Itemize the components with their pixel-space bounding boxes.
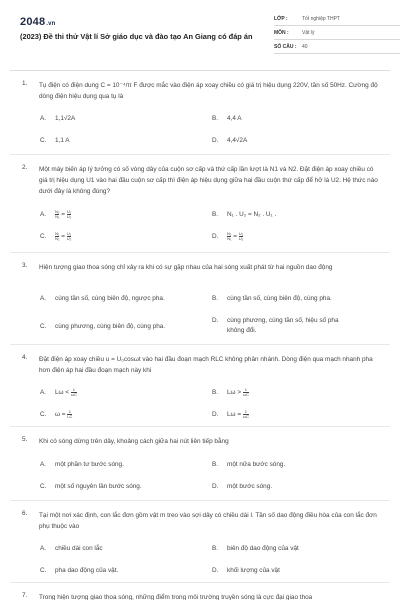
question-divider [10, 582, 390, 583]
option-formula [55, 232, 205, 242]
option-text: khối lượng của vật [227, 567, 280, 574]
option-b[interactable] [212, 388, 377, 398]
question-number: 6. [22, 510, 28, 517]
question-divider [10, 154, 390, 155]
question-text: Một máy biến áp lý tưởng có số vòng dây của cuộn sơ cấp và thứ cấp lần lượt là N1 và N2. Đặt điện áp xoay chiều có giá trị hiệu dụng U1 vào hai đầu cuộn sơ cấp thì điện áp hiệu dụng giữa hai đầu cuộn thứ cấp để hở là U2. Hệ thức nào dưới đây là không đúng? [39, 166, 378, 195]
fraction-numerator: U₂ [238, 231, 244, 236]
fraction-denominator: ωC [70, 392, 77, 397]
question-7 [22, 592, 384, 600]
question-divider [10, 500, 390, 501]
option-a[interactable] [40, 294, 205, 304]
option-letter: A. [40, 211, 47, 218]
option-letter: C. [40, 411, 47, 418]
meta-row-subject [274, 26, 400, 40]
option-letter: B. [212, 545, 219, 552]
fraction [243, 410, 249, 419]
option-a[interactable] [40, 114, 205, 124]
option-d[interactable] [212, 136, 377, 146]
question-divider [10, 252, 390, 253]
fraction [67, 410, 72, 419]
fraction-denominator: N₁ [55, 214, 60, 219]
fraction-numerator: 1 [244, 409, 247, 414]
option-letter: D. [212, 233, 219, 240]
option-text: cùng tần số, cùng biên độ, ngược pha. [55, 295, 165, 302]
option-letter: C. [40, 483, 47, 490]
option-formula [55, 388, 205, 398]
option-a[interactable] [40, 210, 205, 220]
option-d[interactable] [212, 232, 377, 242]
document-header [20, 12, 390, 60]
question-number: 5. [22, 436, 28, 443]
option-text: cùng tần số, cùng biên độ, cùng pha. [227, 295, 332, 302]
option-letter: B. [212, 115, 219, 122]
fraction [239, 232, 243, 241]
fraction-numerator: N₂ [227, 231, 232, 236]
site-logo[interactable] [20, 16, 56, 28]
fraction-denominator: LC [67, 414, 73, 419]
meta-row-question-count [274, 40, 400, 54]
fraction-numerator: N₁ [55, 231, 60, 236]
option-text: một bước sóng. [227, 483, 273, 490]
option-letter: A. [40, 115, 47, 122]
option-text: biên độ dao động của vật [227, 545, 299, 552]
option-text: chiều dài con lắc [55, 545, 103, 552]
option-formula [227, 232, 377, 242]
fraction-denominator: N₁ [227, 236, 232, 241]
option-letter: C. [40, 137, 47, 144]
option-letter: A. [40, 295, 47, 302]
option-text: 1,1 A [55, 137, 70, 144]
fraction [227, 232, 231, 241]
option-d[interactable] [212, 316, 352, 336]
option-text: N₁ . U₂ = N₂ . U₁ . [227, 211, 277, 218]
exam-meta [274, 12, 400, 54]
option-text: 4,4 A [227, 115, 242, 122]
option-letter: D. [212, 411, 219, 418]
option-d[interactable] [212, 566, 377, 576]
question-text: Tụ điện có điện dung C = 10⁻⁴/π F được mắc vào điện áp xoay chiều có giá trị hiệu dụng 220V, tần số 50Hz. Cường độ dòng điện hiệu dụng qua tụ là [39, 82, 378, 100]
meta-value: 40 [302, 43, 308, 50]
formula-prefix: Lω < [55, 389, 70, 397]
page-title: (2023) Đề thi thử Vật lí Sở giáo dục và đào tạo An Giang có đáp án [20, 32, 253, 41]
option-letter: D. [212, 567, 219, 574]
question-text: Hiện tượng giao thoa sóng chỉ xảy ra khi có sự gặp nhau của hai sóng xuất phát từ hai nguồn dao động [39, 264, 333, 271]
equals-sign: = [61, 211, 65, 219]
fraction [67, 232, 71, 241]
fraction-numerator: 1 [68, 409, 71, 414]
option-text: 1,1√2A [55, 115, 76, 122]
fraction-denominator: N₂ [55, 236, 60, 241]
fraction-denominator: ωC [242, 392, 249, 397]
option-b[interactable] [212, 114, 377, 124]
option-a[interactable] [40, 460, 205, 470]
question-number: 1. [22, 80, 28, 87]
option-letter: C. [40, 323, 47, 330]
option-a[interactable] [40, 544, 205, 554]
option-b[interactable] [212, 544, 377, 554]
fraction [243, 388, 249, 397]
option-text: pha dao động của vật. [55, 567, 119, 574]
question-text: Trong hiện tượng giao thoa sóng, những điểm trong môi trường truyền sóng là cực đại giao thoa [39, 594, 313, 600]
logo-suffix: .vn [46, 21, 56, 27]
fraction-numerator: 1 [72, 387, 75, 392]
question-number: 4. [22, 354, 28, 361]
question-number: 3. [22, 262, 28, 269]
option-b[interactable] [212, 294, 377, 304]
option-b[interactable] [212, 460, 377, 470]
fraction-numerator: N₂ [55, 209, 60, 214]
option-text: một phần tư bước sóng. [55, 461, 124, 468]
fraction [55, 232, 59, 241]
option-letter: A. [40, 389, 47, 396]
question-divider [10, 344, 390, 345]
fraction [55, 210, 59, 219]
option-b[interactable] [212, 210, 377, 220]
question-number: 2. [22, 164, 28, 171]
option-text: cùng phương, cùng biên độ, cùng pha. [55, 323, 166, 330]
option-c[interactable] [40, 232, 205, 242]
question-divider [10, 426, 390, 427]
meta-value: Vật lý [302, 29, 315, 36]
option-c[interactable] [40, 322, 205, 332]
option-letter: C. [40, 233, 47, 240]
option-letter: D. [212, 483, 219, 490]
option-d[interactable] [212, 482, 377, 492]
fraction-denominator: U₂ [66, 214, 72, 219]
option-a[interactable] [40, 388, 205, 398]
meta-row-class [274, 12, 400, 26]
header-divider [10, 70, 390, 71]
option-text: một số nguyên lần bước sóng. [55, 483, 142, 490]
option-letter: D. [212, 137, 219, 144]
option-c[interactable] [40, 482, 205, 492]
option-text: một nửa bước sóng. [227, 461, 286, 468]
fraction-numerator: U₁ [66, 231, 72, 236]
option-letter: C. [40, 567, 47, 574]
option-letter: B. [212, 295, 219, 302]
meta-value: Tốt nghiệp THPT [302, 15, 340, 22]
option-formula [55, 210, 205, 220]
option-letter: A. [40, 545, 47, 552]
logo-text: 2048 [20, 16, 46, 28]
option-c[interactable] [40, 410, 205, 420]
option-letter: B. [212, 389, 219, 396]
option-letter: A. [40, 461, 47, 468]
option-formula [55, 410, 205, 420]
question-number: 7. [22, 592, 28, 599]
option-text: 4,4√2A [227, 137, 248, 144]
option-formula [227, 388, 377, 398]
fraction-numerator: U₁ [66, 209, 72, 214]
option-letter: B. [212, 211, 219, 218]
fraction [67, 210, 71, 219]
option-formula [227, 410, 377, 420]
question-text: Tại một nơi xác định, con lắc đơn gồm vật m treo vào sợi dây có chiều dài l. Tần số dao động điều hòa của con lắc đơn phụ thuộc vào [39, 512, 377, 530]
option-letter: D. [212, 317, 219, 324]
meta-key: LỚP : [274, 15, 288, 22]
equals-sign: = [233, 233, 237, 241]
question-text: Khi có sóng dừng trên dây, khoảng cách giữa hai nút liên tiếp bằng [39, 438, 229, 445]
meta-key: SỐ CÂU : [274, 43, 297, 50]
meta-key: MÔN : [274, 29, 289, 36]
option-c[interactable] [40, 136, 205, 146]
fraction-denominator: U₁ [238, 236, 244, 241]
equals-sign: = [61, 233, 65, 241]
option-c[interactable] [40, 566, 205, 576]
fraction-denominator: U₂ [66, 236, 72, 241]
formula-prefix: Lω = [227, 411, 242, 419]
fraction [71, 388, 77, 397]
formula-prefix: ω = [55, 411, 66, 419]
formula-prefix: Lω > [227, 389, 242, 397]
option-letter: B. [212, 461, 219, 468]
question-text: Đặt điện áp xoay chiều u = U₀cosωt vào hai đầu đoạn mạch RLC không phân nhánh. Dòng điện qua mạch nhanh pha hơn điện áp hai đầu đoạn mạch này khi [39, 356, 373, 374]
fraction-denominator: ωC [242, 414, 249, 419]
option-text: cùng phương, cùng tần số, hiệu số pha không đổi. [227, 317, 339, 334]
fraction-numerator: 1 [244, 387, 247, 392]
option-d[interactable] [212, 410, 377, 420]
